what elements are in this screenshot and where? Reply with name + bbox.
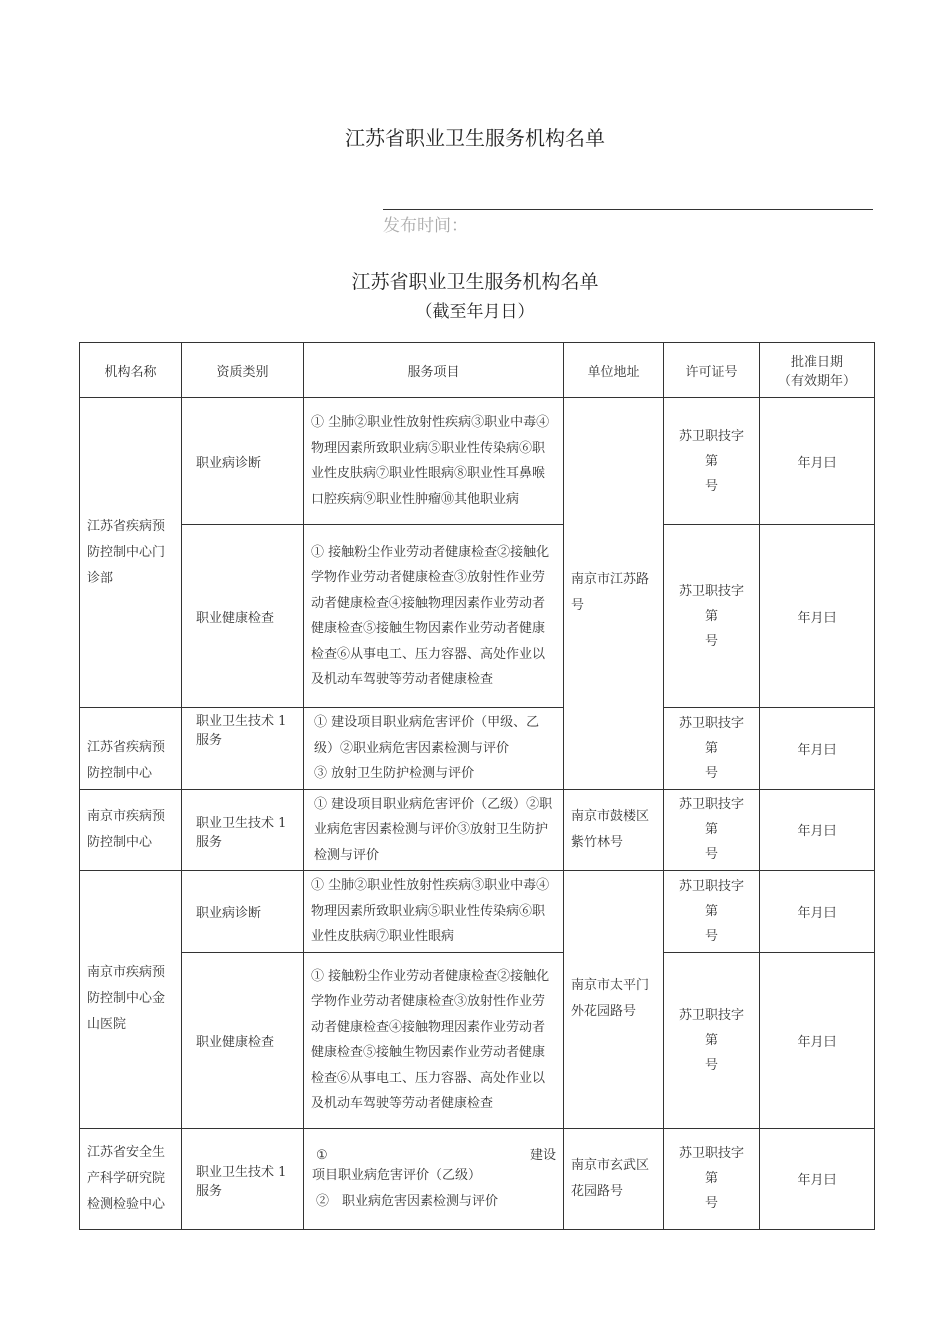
license-line2: 第: [704, 822, 718, 838]
header-license: 许可证号: [664, 343, 760, 398]
table-row: [80, 708, 875, 790]
cell-approval-date: 年月曰: [760, 871, 875, 953]
cell-approval-date: 年月曰: [760, 952, 875, 1128]
cell-service-items: ① 接触粉尘作业劳动者健康检查②接触化学物作业劳动者健康检查③放射性作业劳动者健康检查④接触物理因素作业劳动者健康检查⑤接触生物因素作业劳动者健康检查⑥从事电工、压力容器、高处作业以及机动车驾驶等劳动者健康检查: [304, 525, 564, 708]
license-line2: 第: [704, 740, 718, 756]
cell-qualification-type: 职业卫生技术 1 服务: [182, 789, 304, 871]
table-row: [80, 1128, 875, 1229]
license-line1: 苏卫职技字: [678, 583, 744, 599]
header-service: 服务项目: [304, 343, 564, 398]
header-date: [760, 343, 875, 398]
license-line1: 苏卫职技字: [678, 1007, 744, 1023]
header-address: 单位地址: [564, 343, 664, 398]
cell-approval-date: 年月曰: [760, 1128, 875, 1229]
service-line: [312, 1143, 556, 1169]
header-name: 机构名称: [80, 343, 182, 398]
cell-address: 南京市鼓楼区紫竹林号: [564, 789, 664, 871]
table-header-row: [80, 343, 875, 398]
cell-license: [664, 871, 760, 953]
publish-underline: [383, 209, 873, 210]
service-marker: ①: [316, 1148, 328, 1163]
header-date-line1: 批准日期: [790, 355, 843, 370]
service-fragment: 建设: [529, 1148, 556, 1163]
license-line2: 第: [704, 1171, 718, 1186]
license-line3: 号: [704, 847, 718, 863]
service-line: ② 职业病危害因素检测与评价: [316, 1193, 499, 1209]
header-date-line2: （有效期年）: [777, 374, 856, 389]
publish-time-label: 发布时间：: [383, 216, 468, 236]
document-title: 江苏省职业卫生服务机构名单: [345, 126, 605, 150]
cell-license: [664, 1128, 760, 1229]
license-line3: 号: [704, 478, 718, 494]
service-line: 项目职业病危害评价（乙级）: [312, 1167, 482, 1183]
table-row: [80, 525, 875, 708]
service-line: ③ 放射卫生防护检测与评价: [314, 766, 475, 781]
list-title: 江苏省职业卫生服务机构名单: [351, 271, 599, 293]
cell-license: [664, 398, 760, 525]
institution-table: [79, 342, 875, 1230]
cell-service-items: ① 接触粉尘作业劳动者健康检查②接触化学物作业劳动者健康检查③放射性作业劳动者健康检查④接触物理因素作业劳动者健康检查⑤接触生物因素作业劳动者健康检查⑥从事电工、压力容器、高处作业以及机动车驾驶等劳动者健康检查: [304, 952, 564, 1128]
cell-qualification-type: 职业卫生技术 1 服务: [182, 708, 304, 790]
cell-address: 南京市太平门外花园路号: [564, 871, 664, 1129]
license-line3: 号: [704, 633, 718, 649]
cell-qualification-type: 职业健康检查: [182, 525, 304, 708]
license-line2: 第: [704, 453, 718, 469]
cell-qualification-type: 职业病诊断: [182, 871, 304, 953]
license-line2: 第: [704, 608, 718, 624]
license-line3: 号: [704, 1057, 718, 1073]
license-line3: 号: [704, 928, 718, 944]
cell-institution-name: 江苏省疾病预防控制中心: [80, 708, 182, 790]
cell-qualification-type: 职业健康检查: [182, 952, 304, 1128]
cell-institution-name: 南京市疾病预防控制中心金山医院: [80, 871, 182, 1129]
license-line1: 苏卫职技字: [678, 1146, 744, 1161]
license-line1: 苏卫职技字: [678, 428, 744, 444]
table-row: [80, 398, 875, 525]
list-subtitle: （截至年月日）: [415, 302, 535, 322]
table-row: [80, 871, 875, 953]
cell-approval-date: 年月曰: [760, 398, 875, 525]
cell-license: [664, 789, 760, 871]
cell-license: [664, 525, 760, 708]
cell-institution-name: 江苏省疾病预防控制中心门诊部: [80, 398, 182, 708]
cell-service-items: ① 建设项目职业病危害评价（乙级）②职业病危害因素检测与评价③放射卫生防护检测与评价: [304, 789, 564, 871]
cell-qualification-type: 职业病诊断: [182, 398, 304, 525]
cell-service-items: [304, 1128, 564, 1229]
table-row: [80, 789, 875, 871]
service-line: ① 建设项目职业病危害评价（甲级、乙级）②职业病危害因素检测与评价: [314, 715, 540, 756]
cell-institution-name: 南京市疾病预防控制中心: [80, 789, 182, 871]
license-line3: 号: [704, 765, 718, 781]
cell-license: [664, 708, 760, 790]
cell-service-items: ① 尘肺②职业性放射性疾病③职业中毒④物理因素所致职业病⑤职业性传染病⑥职业性皮肤病⑦职业性眼病⑧职业性耳鼻喉口腔疾病⑨职业性肿瘤⑩其他职业病: [304, 398, 564, 525]
cell-license: [664, 952, 760, 1128]
cell-address: 南京市江苏路号: [564, 398, 664, 790]
header-type: 资质类别: [182, 343, 304, 398]
license-line2: 第: [704, 1032, 718, 1048]
license-line2: 第: [704, 903, 718, 919]
table-row: [80, 952, 875, 1128]
cell-service-items: [304, 708, 564, 790]
license-line1: 苏卫职技字: [678, 797, 744, 813]
cell-institution-name: 江苏省安全生产科学研究院检测检验中心: [80, 1128, 182, 1229]
license-line1: 苏卫职技字: [678, 878, 744, 894]
cell-qualification-type: 职业卫生技术 1 服务: [182, 1128, 304, 1229]
cell-approval-date: 年月曰: [760, 525, 875, 708]
cell-approval-date: 年月曰: [760, 708, 875, 790]
cell-service-items: ① 尘肺②职业性放射性疾病③职业中毒④物理因素所致职业病⑤职业性传染病⑥职业性皮肤病⑦职业性眼病: [304, 871, 564, 953]
license-line3: 号: [704, 1196, 718, 1211]
cell-address: 南京市玄武区花园路号: [564, 1128, 664, 1229]
license-line1: 苏卫职技字: [678, 715, 744, 731]
cell-approval-date: 年月曰: [760, 789, 875, 871]
